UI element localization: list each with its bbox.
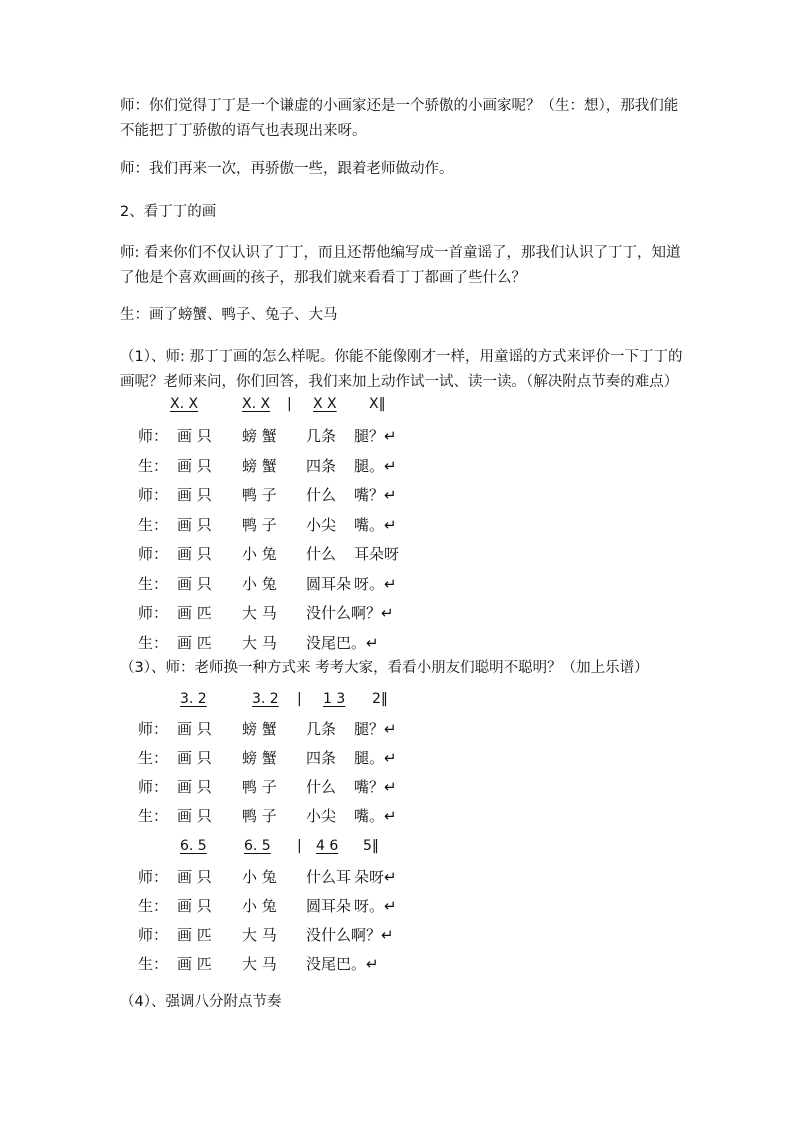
rhythm-beat: 3. 2 [180, 691, 207, 707]
chant-subject: 鸭 子 [242, 778, 277, 796]
chant-row [0, 805, 794, 831]
chant-phrase: 画 匹 [177, 633, 212, 652]
chant-phrase: 画 匹 [177, 926, 212, 944]
chant-row [0, 573, 794, 599]
rhythm-beat: 6. 5 [180, 838, 207, 854]
chant-phrase: 画 只 [177, 720, 212, 738]
chant-question: 没尾巴。↵ [306, 633, 379, 652]
chant-row [0, 718, 794, 744]
chant-row [0, 866, 794, 892]
chant-phrase: 画 只 [177, 868, 212, 886]
chant-subject: 小 兔 [242, 574, 277, 593]
chant-question: 四条 [306, 749, 337, 767]
chant-row [0, 953, 794, 979]
chant-phrase: 画 只 [177, 749, 212, 767]
chant-subject: 螃 蟹 [242, 720, 277, 738]
chant-ending: 嘴？↵ [354, 778, 397, 796]
chant-ending: 耳朵呀 [354, 545, 400, 563]
speaker-label: 师： [138, 545, 169, 563]
chant-row [0, 543, 794, 569]
chant-phrase: 画 只 [177, 778, 212, 796]
chant-phrase: 画 只 [177, 897, 212, 915]
speaker-label: 师： [138, 926, 169, 944]
chant-ending: 朵呀↵ [354, 868, 397, 886]
chant-phrase: 画 只 [177, 486, 212, 504]
chant-subject: 螃 蟹 [242, 456, 277, 475]
chant-ending: 嘴。↵ [354, 515, 397, 534]
speaker-label: 生： [138, 897, 169, 915]
speaker-label: 生： [138, 515, 169, 534]
chant-ending: 腿。↵ [354, 456, 397, 475]
bar-line: | [297, 691, 302, 707]
speaker-label: 生： [138, 955, 169, 973]
chant-row [0, 602, 794, 628]
chant-question: 圆耳朵 [306, 897, 352, 915]
rhythm-notation-2 [0, 691, 794, 713]
section-heading-look-at-paintings: 2、看丁丁的画 [120, 204, 217, 220]
speaker-label: 生： [138, 574, 169, 593]
chant-subject: 小 兔 [242, 868, 277, 886]
chant-phrase: 画 匹 [177, 604, 212, 622]
rhythm-beat: 4 6 [316, 838, 339, 854]
chant-ending: 嘴。↵ [354, 807, 397, 825]
speaker-label: 师： [138, 778, 169, 796]
bar-line: | [297, 838, 302, 854]
chant-row [0, 895, 794, 921]
chant-ending: 呀。↵ [354, 897, 397, 915]
chant-phrase: 画 只 [177, 545, 212, 563]
chant-row [0, 747, 794, 773]
speaker-label: 生： [138, 456, 169, 475]
paragraph-teacher-intro: 师: 看来你们不仅认识了丁丁，而且还帮他编写成一首童谣了，那我们认识了丁丁，知道了他是个喜欢画画的孩子，那我们就来看看丁丁都画了些什么？ [120, 245, 681, 286]
chant-row [0, 484, 794, 510]
paragraph-step-3: （3）、师：老师换一种方式来 考考大家，看看小朋友们聪明不聪明？（加上乐谱） [120, 660, 649, 676]
speaker-label: 师： [138, 486, 169, 504]
chant-question: 圆耳朵 [306, 574, 352, 593]
chant-question: 没什么啊？↵ [306, 604, 394, 622]
speaker-label: 师： [138, 427, 169, 445]
chant-row [0, 924, 794, 950]
chant-question: 几条 [306, 427, 337, 445]
chant-phrase: 画 只 [177, 515, 212, 534]
chant-question: 小尖 [306, 515, 337, 534]
chant-question: 什么 [306, 545, 337, 563]
chant-question: 什么 [306, 486, 337, 504]
chant-subject: 大 马 [242, 604, 277, 622]
chant-phrase: 画 只 [177, 807, 212, 825]
chant-question: 什么耳 [306, 868, 352, 886]
speaker-label: 师： [138, 604, 169, 622]
speaker-label: 生： [138, 807, 169, 825]
rhythm-beat: X X [313, 396, 337, 412]
chant-question: 几条 [306, 720, 337, 738]
rhythm-notation-3 [0, 838, 794, 860]
chant-question: 没尾巴。↵ [306, 955, 379, 973]
chant-row [0, 425, 794, 451]
speaker-label: 师： [138, 868, 169, 886]
speaker-label: 师： [138, 720, 169, 738]
rhythm-beat: X. X [242, 396, 271, 412]
chant-ending: 嘴？↵ [354, 486, 397, 504]
chant-subject: 鸭 子 [242, 807, 277, 825]
chant-ending: 腿。↵ [354, 749, 397, 767]
chant-subject: 小 兔 [242, 897, 277, 915]
chant-row [0, 455, 794, 481]
paragraph-teacher-question: 师：你们觉得丁丁是一个谦虚的小画家还是一个骄傲的小画家呢？（生：想），那我们能不能把丁丁骄傲的语气也表现出来呀。 [120, 98, 679, 139]
chant-ending: 腿？↵ [354, 720, 397, 738]
speaker-label: 生： [138, 633, 169, 652]
chant-subject: 小 兔 [242, 545, 277, 563]
chant-question: 小尖 [306, 807, 337, 825]
chant-subject: 螃 蟹 [242, 749, 277, 767]
chant-row [0, 632, 794, 658]
chant-question: 四条 [306, 456, 337, 475]
rhythm-beat: 2‖ [372, 691, 388, 707]
chant-subject: 鸭 子 [242, 486, 277, 504]
rhythm-beat: 5‖ [363, 838, 379, 854]
chant-subject: 大 马 [242, 633, 277, 652]
chant-question: 没什么啊？↵ [306, 926, 394, 944]
chant-phrase: 画 匹 [177, 955, 212, 973]
rhythm-beat: 1 3 [323, 691, 346, 707]
chant-ending: 呀。↵ [354, 574, 397, 593]
paragraph-step-4: （4）、强调八分附点节奏 [120, 994, 282, 1010]
chant-row [0, 776, 794, 802]
chant-subject: 大 马 [242, 926, 277, 944]
rhythm-beat: 6. 5 [244, 838, 271, 854]
rhythm-beat: X. X [170, 396, 199, 412]
chant-phrase: 画 只 [177, 456, 212, 475]
rhythm-beat: 3. 2 [252, 691, 279, 707]
chant-question: 什么 [306, 778, 337, 796]
bar-line: | [287, 396, 292, 412]
paragraph-student-answer: 生：画了螃蟹、鸭子、兔子、大马 [120, 307, 338, 323]
chant-ending: 腿？↵ [354, 427, 397, 445]
chant-phrase: 画 只 [177, 427, 212, 445]
speaker-label: 生： [138, 749, 169, 767]
chant-subject: 大 马 [242, 955, 277, 973]
chant-subject: 鸭 子 [242, 515, 277, 534]
paragraph-teacher-again: 师：我们再来一次，再骄傲一些，跟着老师做动作。 [120, 161, 454, 177]
chant-row [0, 514, 794, 540]
chant-phrase: 画 只 [177, 574, 212, 593]
chant-subject: 螃 蟹 [242, 427, 277, 445]
rhythm-beat: X‖ [369, 396, 386, 412]
rhythm-notation-1 [0, 396, 794, 418]
paragraph-step-1: （1）、师: 那丁丁画的怎么样呢。你能不能像刚才一样，用童谣的方式来评价一下丁丁的画呢？老师来问，你们回答，我们来加上动作试一试、读一读。（解决附点节奏的难点） [120, 349, 683, 390]
